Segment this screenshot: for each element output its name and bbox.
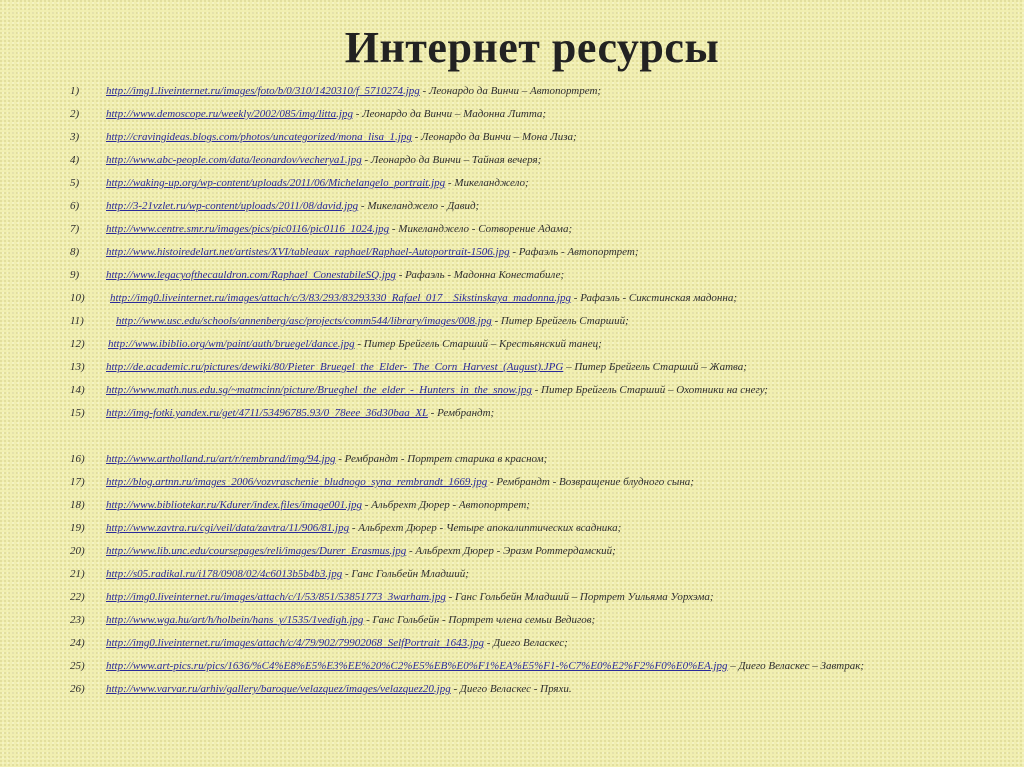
resource-link[interactable]: http://www.math.nus.edu.sg/~matmcinn/picture/Brueghel_the_elder_-_Hunters_in_the_snow.jpg <box>106 384 532 396</box>
list-item <box>70 313 970 336</box>
item-body <box>106 106 970 121</box>
item-description: - Питер Брейгель Старший – Крестьянский танец; <box>357 338 602 350</box>
list-item <box>70 152 970 175</box>
item-description: - Микеланджело - Сотворение Адама; <box>391 223 573 235</box>
item-number: 8) <box>70 246 80 258</box>
resource-link[interactable]: http://www.bibliotekar.ru/Kdurer/index.files/image001.jpg <box>106 499 363 511</box>
item-number: 26) <box>70 683 85 695</box>
list-item <box>70 290 970 313</box>
resource-link[interactable]: http://www.zavtra.ru/cgi/veil/data/zavtra/11/906/81.jpg <box>106 522 350 534</box>
list-item <box>70 129 970 152</box>
resource-link[interactable]: http://s05.radikal.ru/i178/0908/02/4c6013b5b4b3.jpg <box>106 568 343 580</box>
list-item <box>70 635 970 658</box>
item-body <box>106 267 970 282</box>
item-body <box>106 290 970 305</box>
item-body <box>106 451 970 466</box>
item-description: - Альбрехт Дюрер - Автопортрет; <box>364 499 530 511</box>
item-body <box>106 221 970 236</box>
item-description: - Рафаэль - Мадонна Конестабиле; <box>398 269 565 281</box>
item-body <box>106 658 970 673</box>
resource-link[interactable]: http://www.centre.smr.ru/images/pics/pic0116/pic0116_1024.jpg <box>106 223 390 235</box>
item-number: 18) <box>70 499 85 511</box>
item-description: - Питер Брейгель Старший; <box>494 315 629 327</box>
page-title: Интернет ресурсы <box>344 23 720 72</box>
item-number: 20) <box>70 545 85 557</box>
item-number: 7) <box>70 223 80 235</box>
item-description: - Ганс Гольбейн Младший; <box>344 568 469 580</box>
item-body <box>106 543 970 558</box>
item-description: - Леонардо да Винчи – Мадонна Литта; <box>355 108 547 120</box>
list-item <box>70 382 970 405</box>
item-description: - Леонардо да Винчи – Автопортрет; <box>422 85 602 97</box>
item-description: - Ганс Гольбейн Младший – Портрет Уильяма Уорхэма; <box>448 591 714 603</box>
item-number: 25) <box>70 660 85 672</box>
resource-link[interactable]: http://3-21vzlet.ru/wp-content/uploads/2011/08/david.jpg <box>106 200 359 212</box>
item-description: - Диего Веласкес; <box>486 637 568 649</box>
item-description: – Питер Брейгель Старший – Жатва; <box>566 361 747 373</box>
item-description: - Диего Веласкес - Пряхи. <box>453 683 572 695</box>
resource-link[interactable]: http://de.academic.ru/pictures/dewiki/80/Pieter_Bruegel_the_Elder-_The_Corn_Harvest_(August).JPG <box>106 361 564 373</box>
item-body <box>106 566 970 581</box>
item-number: 19) <box>70 522 85 534</box>
item-number: 9) <box>70 269 80 281</box>
item-description: - Микеланджело - Давид; <box>360 200 480 212</box>
list-item <box>70 589 970 612</box>
resource-link[interactable]: http://www.demoscope.ru/weekly/2002/085/img/litta.jpg <box>106 108 353 120</box>
item-description: - Рембрандт; <box>430 407 495 419</box>
item-description: - Микеланджело; <box>447 177 529 189</box>
list-item <box>70 497 970 520</box>
item-number: 3) <box>70 131 80 143</box>
item-body <box>106 474 970 489</box>
item-number: 5) <box>70 177 80 189</box>
list-item <box>70 359 970 382</box>
item-number: 12) <box>70 338 85 350</box>
resource-link[interactable]: http://img1.liveinternet.ru/images/foto/b/0/310/1420310/f_5710274.jpg <box>106 85 420 97</box>
item-number: 24) <box>70 637 85 649</box>
item-number: 14) <box>70 384 85 396</box>
item-description: – Диего Веласкес – Завтрак; <box>730 660 865 672</box>
item-body <box>106 382 970 397</box>
list-item <box>70 451 970 474</box>
list-item <box>70 543 970 566</box>
item-description: - Рембрандт - Портрет старика в красном; <box>338 453 548 465</box>
resource-link[interactable]: http://www.art-pics.ru/pics/1636/%C4%E8%E5%E3%EE%20%C2%E5%EB%E0%F1%EA%E5%F1-%C7%E0%E2%F2%F0%E0%EA.jpg <box>106 660 728 672</box>
resource-link[interactable]: http://blog.artnn.ru/images_2006/vozvraschenie_bludnogo_syna_rembrandt_1669.jpg <box>106 476 488 488</box>
item-number: 10) <box>70 292 85 304</box>
item-number: 4) <box>70 154 80 166</box>
item-body <box>106 497 970 512</box>
resource-link[interactable]: http://waking-up.org/wp-content/uploads/2011/06/Michelangelo_portrait.jpg <box>106 177 446 189</box>
resource-link[interactable]: http://www.artholland.ru/art/r/rembrand/img/94.jpg <box>106 453 336 465</box>
item-body <box>106 152 970 167</box>
item-body <box>106 313 970 328</box>
item-body <box>106 359 970 374</box>
item-description: - Альбрехт Дюрер - Четыре апокалиптических всадника; <box>351 522 622 534</box>
resource-link[interactable]: http://www.histoiredelart.net/artistes/XVI/tableaux_raphael/Raphael-Autoportrait-1506.jpg <box>106 246 510 258</box>
item-body <box>106 129 970 144</box>
list-item <box>70 658 970 681</box>
item-number: 13) <box>70 361 85 373</box>
item-number: 2) <box>70 108 80 120</box>
item-body <box>106 681 970 696</box>
list-item <box>70 175 970 198</box>
list-item <box>70 474 970 497</box>
list-item <box>70 612 970 635</box>
resource-link[interactable]: http://www.ibiblio.org/wm/paint/auth/bruegel/dance.jpg <box>108 338 355 350</box>
item-description: - Альбрехт Дюрер - Эразм Роттердамский; <box>409 545 616 557</box>
item-body <box>106 336 970 351</box>
item-body <box>106 198 970 213</box>
list-item <box>70 244 970 267</box>
item-body <box>106 175 970 190</box>
resource-list <box>70 83 970 704</box>
item-number: 17) <box>70 476 85 488</box>
list-item <box>70 83 970 106</box>
list-item <box>70 221 970 244</box>
item-number: 1) <box>70 85 80 97</box>
item-number: 22) <box>70 591 85 603</box>
item-description: - Ганс Гольбейн - Портрет члена семьи Ведигов; <box>366 614 596 626</box>
resource-link[interactable]: http://www.varvar.ru/arhiv/gallery/baroque/velazquez/images/velazquez20.jpg <box>106 683 451 695</box>
list-item <box>70 520 970 543</box>
item-body <box>106 635 970 650</box>
resource-link[interactable]: http://www.abc-people.com/data/leonardov/vecherya1.jpg <box>106 154 362 166</box>
resource-link[interactable]: http://img0.liveinternet.ru/images/attach/c/4/79/902/79902068_SelfPortrait_1643.jpg <box>106 637 484 649</box>
resource-link[interactable]: http://img0.liveinternet.ru/images/attach/c/1/53/851/53851773_3warham.jpg <box>106 591 446 603</box>
item-number: 6) <box>70 200 80 212</box>
item-number: 23) <box>70 614 85 626</box>
resource-link[interactable]: http://www.usc.edu/schools/annenberg/asc/projects/comm544/library/images/008.jpg <box>116 315 492 327</box>
list-item <box>70 681 970 704</box>
list-item <box>70 405 970 428</box>
resource-link[interactable]: http://cravingideas.blogs.com/photos/uncategorized/mona_lisa_1.jpg <box>106 131 412 143</box>
list-item <box>70 198 970 221</box>
resource-link[interactable]: http://www.wga.hu/art/h/holbein/hans_y/1535/1vedigh.jpg <box>106 614 364 626</box>
item-description: - Питер Брейгель Старший – Охотники на снегу; <box>534 384 768 396</box>
item-description: - Рембрандт - Возвращение блудного сына; <box>489 476 694 488</box>
item-body <box>106 244 970 259</box>
item-description: - Леонардо да Винчи – Мона Лиза; <box>414 131 577 143</box>
item-number: 21) <box>70 568 85 580</box>
item-body <box>106 612 970 627</box>
item-description: - Рафаэль - Сикстинская мадонна; <box>573 292 737 304</box>
resource-link[interactable]: http://img-fotki.yandex.ru/get/4711/53496785.93/0_78eee_36d30baa_XL <box>106 407 428 419</box>
item-body <box>106 520 970 535</box>
item-body <box>106 589 970 604</box>
item-description: - Леонардо да Винчи – Тайная вечеря; <box>364 154 542 166</box>
item-body <box>106 83 970 98</box>
item-description: - Рафаэль - Автопортрет; <box>512 246 639 258</box>
resource-link[interactable]: http://www.lib.unc.edu/coursepages/reli/images/Durer_Erasmus.jpg <box>106 545 407 557</box>
list-item <box>70 336 970 359</box>
resource-link[interactable]: http://www.legacyofthecauldron.com/Raphael_ConestabileSQ.jpg <box>106 269 396 281</box>
list-item <box>70 267 970 290</box>
item-number: 15) <box>70 407 85 419</box>
resource-link[interactable]: http://img0.liveinternet.ru/images/attach/c/3/83/293/83293330_Rafael_017__Sikstinskaya_madonna.jpg <box>110 292 572 304</box>
list-item <box>70 106 970 129</box>
item-number: 11) <box>70 315 84 327</box>
list-item <box>70 566 970 589</box>
item-body <box>106 405 970 420</box>
item-number: 16) <box>70 453 85 465</box>
